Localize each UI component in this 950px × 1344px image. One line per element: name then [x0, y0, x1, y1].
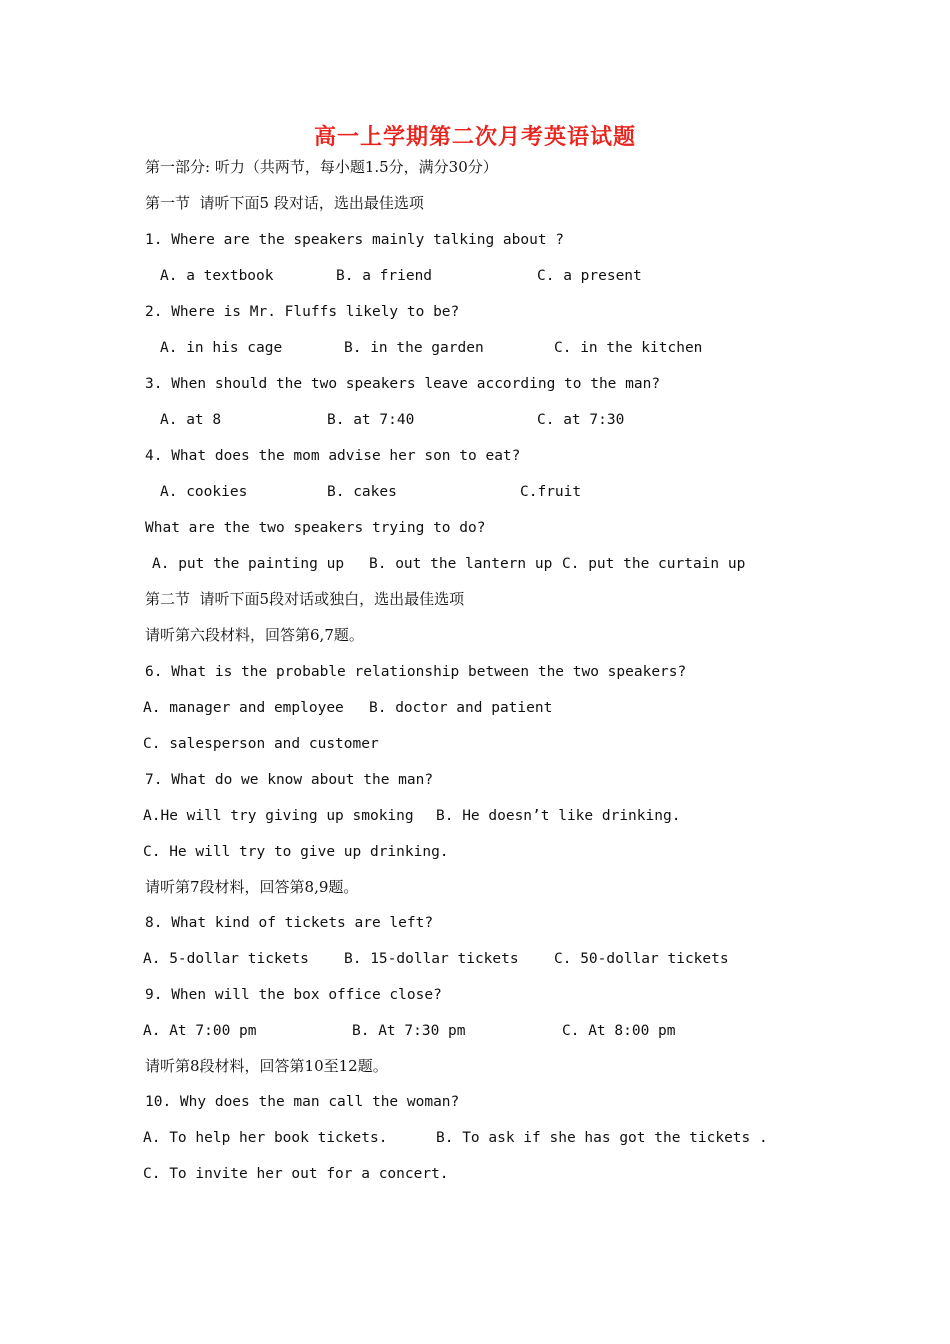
- question-3-stem: 3. When should the two speakers leave according to the man?: [145, 376, 661, 392]
- part1-header: 第一部分: 听力（共两节，每小题1.5分，满分30分）: [145, 158, 498, 176]
- question-5-option-b: B. out the lantern up: [369, 556, 553, 572]
- question-5-stem: What are the two speakers trying to do?: [145, 520, 486, 536]
- section1-header: 第一节 请听下面5 段对话，选出最佳选项: [145, 194, 424, 212]
- question-6-option-c: C. salesperson and customer: [143, 736, 379, 752]
- question-1-stem: 1. Where are the speakers mainly talking about ?: [145, 232, 565, 248]
- question-10-option-a: A. To help her book tickets.: [143, 1130, 388, 1146]
- question-8-stem: 8. What kind of tickets are left?: [145, 915, 434, 931]
- question-9-stem: 9. When will the box office close?: [145, 987, 442, 1003]
- question-9-option-a: A. At 7:00 pm: [143, 1023, 257, 1039]
- question-7-stem: 7. What do we know about the man?: [145, 772, 434, 788]
- question-6-option-b: B. doctor and patient: [369, 700, 553, 716]
- question-2-option-a: A. in his cage: [160, 340, 283, 356]
- question-8-option-c: C. 50-dollar tickets: [554, 951, 729, 967]
- question-8-option-b: B. 15-dollar tickets: [344, 951, 519, 967]
- question-10-option-c: C. To invite her out for a concert.: [143, 1166, 449, 1182]
- question-10-option-b: B. To ask if she has got the tickets .: [436, 1130, 768, 1146]
- question-1-option-a: A. a textbook: [160, 268, 274, 284]
- instruction-passage-6: 请听第六段材料，回答第6,7题。: [145, 626, 364, 644]
- question-2-stem: 2. Where is Mr. Fluffs likely to be?: [145, 304, 460, 320]
- question-6-option-a: A. manager and employee: [143, 700, 344, 716]
- question-5-option-a: A. put the painting up: [152, 556, 345, 572]
- question-8-option-a: A. 5-dollar tickets: [143, 951, 309, 967]
- instruction-passage-8: 请听第8段材料，回答第10至12题。: [145, 1057, 388, 1075]
- question-9-option-b: B. At 7:30 pm: [352, 1023, 466, 1039]
- question-4-option-b: B. cakes: [327, 484, 397, 500]
- question-4-option-c: C.fruit: [520, 484, 582, 500]
- question-7-option-a: A.He will try giving up smoking: [143, 808, 414, 824]
- question-9-option-c: C. At 8:00 pm: [562, 1023, 676, 1039]
- question-7-option-c: C. He will try to give up drinking.: [143, 844, 449, 860]
- exam-title: 高一上学期第二次月考英语试题: [313, 124, 636, 150]
- question-3-option-a: A. at 8: [160, 412, 222, 428]
- question-4-option-a: A. cookies: [160, 484, 248, 500]
- question-1-option-b: B. a friend: [336, 268, 433, 284]
- question-3-option-c: C. at 7:30: [537, 412, 625, 428]
- question-1-option-c: C. a present: [537, 268, 642, 284]
- question-10-stem: 10. Why does the man call the woman?: [145, 1094, 460, 1110]
- instruction-passage-7: 请听第7段材料，回答第8,9题。: [145, 878, 359, 896]
- section2-header: 第二节 请听下面5段对话或独白，选出最佳选项: [145, 590, 465, 608]
- question-7-option-b: B. He doesn’t like drinking.: [436, 808, 681, 824]
- question-2-option-b: B. in the garden: [344, 340, 484, 356]
- question-3-option-b: B. at 7:40: [327, 412, 415, 428]
- question-4-stem: 4. What does the mom advise her son to eat?: [145, 448, 521, 464]
- question-6-stem: 6. What is the probable relationship between the two speakers?: [145, 664, 687, 680]
- question-2-option-c: C. in the kitchen: [554, 340, 703, 356]
- question-5-option-c: C. put the curtain up: [562, 556, 746, 572]
